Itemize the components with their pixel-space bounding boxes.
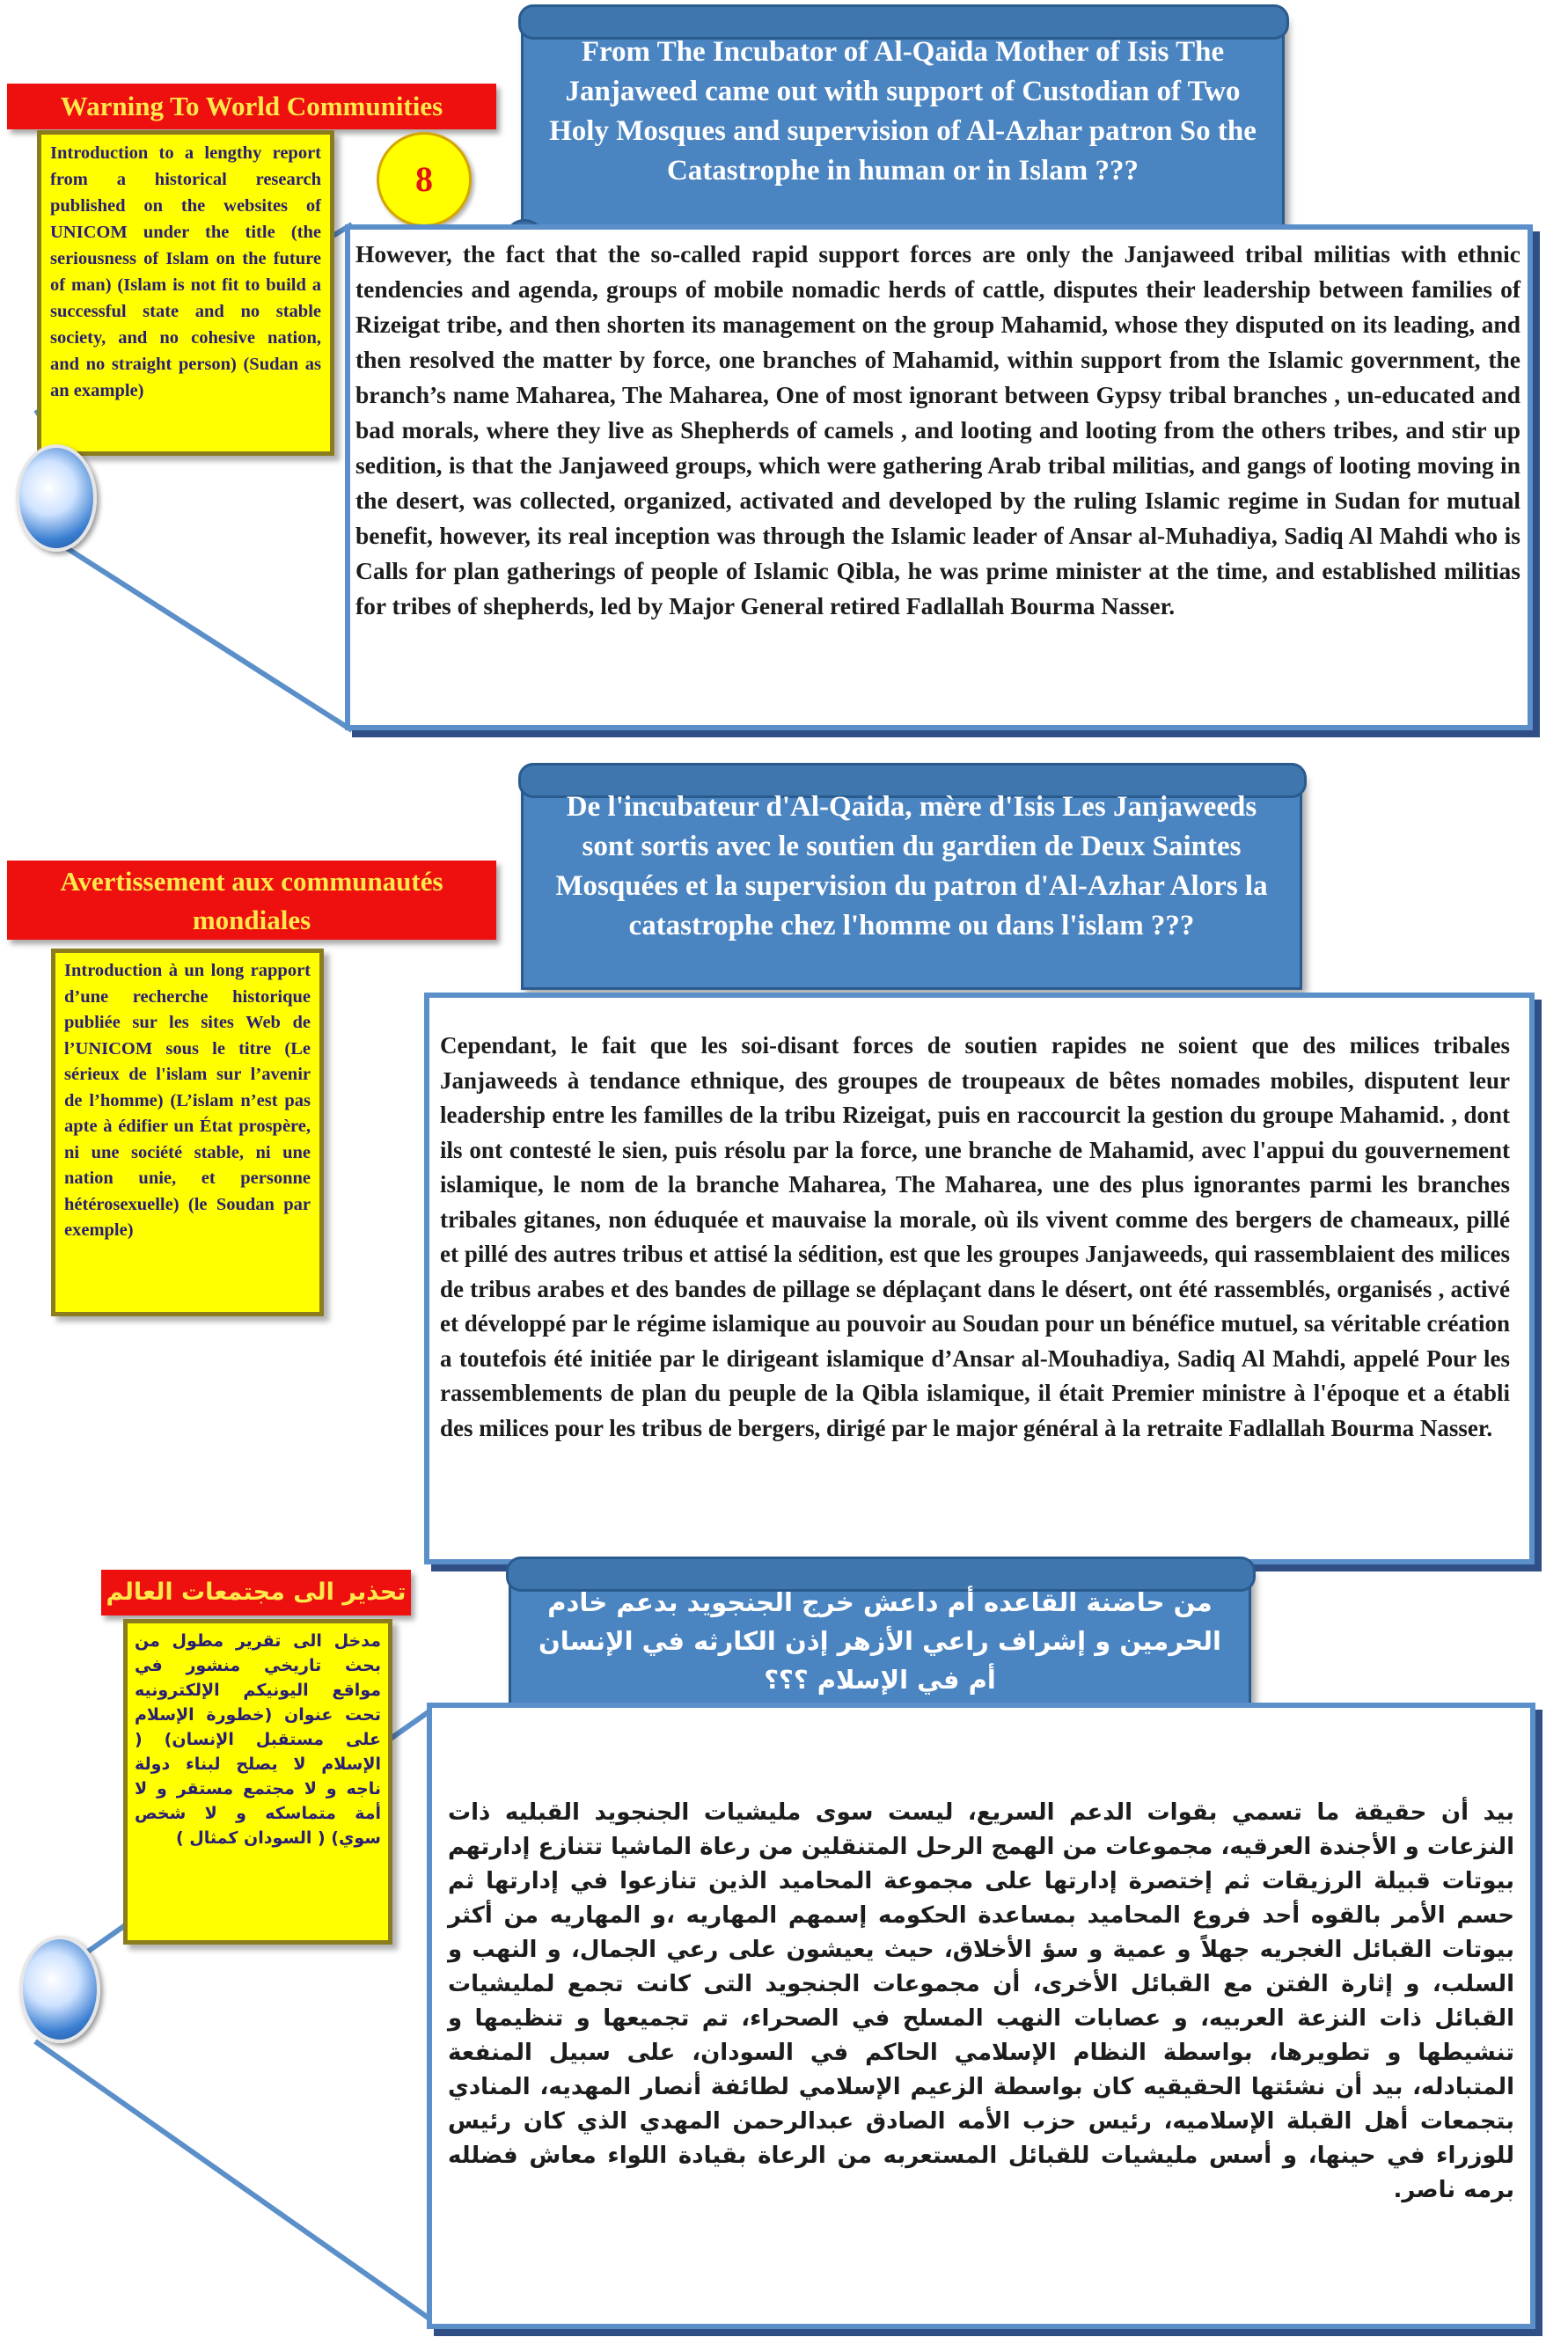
intro-box-arabic: مدخل الى تقرير مطول من بحث تاريخي منشور في مواقع اليونيكم الإلكترونيه تحت عنوان (خطورة الإسلام على مستقبل الإنسان) ( الإسلام لا يصلح لبناء دولة ناجه و لا مجتمع مستقر و لا أمة متماسكه و لا شخص سوي) ( السودان كمثال ) [123, 1619, 392, 1945]
headline-french: De l'incubateur d'Al-Qaida, mère d'Isis Les Janjaweeds sont sortis avec le soutien du gardien de Deux Saintes Mosquées et la supervision du patron d'Al-Azhar Alors la catastrophe chez l'homme ou dans l'islam ??? [555, 791, 1268, 941]
intro-box-english: Introduction to a lengthy report from a historical research published on the websites of UNICOM under the title (the seriousness of Islam on the future of man) (Islam is not fit to build a successful state and no stable society, and no cohesive nation, and no straight person) (Sudan as an example) [37, 130, 334, 456]
body-panel-french: Cependant, le fait que les soi-disant forces de soutien rapides ne soient que des milices tribales Janjaweeds à tendance ethnique, des groupes de troupeaux de bêtes nomades mobiles, disputent leur leadership entre les familles de la tribu Rizeigat, puis en raccourcit la gestion du groupe Mahamid. , dont ils ont contesté le sien, puis résolu par la force, une branche de Mahamid, avec l'appui du gouvernement islamique, le nom de la branche Maharea, The Maharea, une des plus ignorantes parmi les branches tribales gitanes, non éduquée et mauvaise la morale, où ils vivent comme des bergers de chameaux, pillé et pillé des autres tribus et attisé la sédition, est que les groupes Janjaweeds, qui rassemblaient des milices de tribus arabes et des bandes de pillage se déplaçant dans le désert, ont été rassemblés, organisés , activé et développé par le régime islamique au pouvoir au Soudan pour un bénéfice mutuel, sa véritable création a toutefois été initiée par le dirigeant islamique d’Ansar al-Mouhadiya, Sadiq Al Mahdi, appelé Pour les rassemblements de plan du peuple de la Qibla islamique, il était Premier ministre à l'époque et a établi des milices pour les tribus de bergers, dirigé par le major général à la retraite Fadlallah Bourma Nasser. [424, 993, 1535, 1564]
body-panel-english: However, the fact that the so-called rapid support forces are only the Janjaweed tribal militias with ethnic tendencies and agenda, groups of mobile nomadic herds of cattle, disputes their leadership between families of Rizeigat tribe, and then shorten its management on the group Mahamid, whose they disputed on its leading, and then resolved the matter by force, one branches of Mahamid, within support from the Islamic government, the branch’s name Maharea, The Maharea, One of most ignorant between Gypsy tribal branches , un-educated and bad morals, where they live as Shepherds of camels , and looting and looting from the others tribes, and stir up sedition, is that the Janjaweed groups, which were gathering Arab tribal militias, and gangs of looting moving in the desert, was collected, organized, activated and developed by the ruling Islamic regime in Sudan for mutual benefit, however, its real inception was through the Islamic leader of Ansar al-Muhadiya, Sadiq Al Mahdi who is Calls for plan gatherings of people of Islamic Qibla, he was prime minister at the time, and established militias for tribes of shepherds, led by Major General retired Fadlallah Bourma Nasser. [345, 224, 1533, 730]
warning-title-english: Warning To World Communities [7, 84, 496, 129]
unicom-logo-icon-arabic [19, 1936, 100, 2043]
warning-title-french: Avertissement aux communautés mondiales [7, 861, 496, 940]
headline-scroll-english [521, 16, 1285, 236]
warning-title-arabic: تحذير الى مجتمعات العالم [101, 1570, 411, 1615]
headline-english: From The Incubator of Al-Qaida Mother of Isis The Janjaweed came out with support of Custodian of Two Holy Mosques and supervision of Al-Azhar patron So the Catastrophe in human or in Islam ??? [549, 36, 1257, 187]
headline-arabic: من حاضنة القاعده أم داعش خرج الجنجويد بدعم خادم الحرمين و إشراف راعي الأزهر إذن الكارثه في الإنسان أم في الإسلام ؟؟؟ [539, 1587, 1221, 1695]
unicom-logo-icon [16, 444, 97, 552]
body-panel-arabic: بيد أن حقيقة ما تسمي بقوات الدعم السريع، ليست سوى مليشيات الجنجويد القبليه ذات النزعات و الأجندة العرقيه، مجموعات من الهمج الرحل المتنقلين من رعاة الماشيا تتنازع إدارتهم بيوتات قبيلة الرزيقات ثم إختصرة إدارتها على مجموعة المحاميد الذين تنازعوا في إدارتها ثم حسم الأمر بالقوه أحد فروع المحاميد بمساعدة الحكومه إسمهم المهاريه ،و المهاريه من أكثر بيوتات القبائل الغجريه جهلاً و عمية و سؤ الأخلاق، حيث يعيشون على رعي الجمال، و النهب و السلب، و إثارة الفتن مع القبائل الأخرى، أن مجموعات الجنجويد التى كانت تجمع لمليشيات القبائل ذات النزعة العربيه، و عصابات النهب المسلح في الصحراء، تم تجميعها و تنظيمها و تنشيطها و تطويرها، بواسطة النظام الإسلامي الحاكم في السودان، على سبيل المنفعة المتبادله، بيد أن نشئتها الحقيقيه كان بواسطة الزعيم الإسلامي لطائفة أنصار المهديه، المنادي بتجمعات أهل القبلة الإسلاميه، رئيس حزب الأمه الصادق عبدالرحمن المهدي الذي كان رئيس للوزراء في حينها، و أسس مليشيات للقبائل المستعربه من الرعاة بقيادة اللواء معاش فضلله برمه ناصر. [427, 1703, 1535, 2329]
intro-box-french: Introduction à un long rapport d’une recherche historique publiée sur les sites Web de l’UNICOM sous le titre (Le sérieux de l'islam sur l’avenir de l’homme) (L’islam n’est pas apte à édifier un État prospère, ni une société stable, ni une nation unie, et personne hétérosexuelle) (le Soudan par exemple) [51, 949, 324, 1316]
page-number-badge: 8 [377, 132, 472, 227]
headline-scroll-french [521, 774, 1302, 990]
